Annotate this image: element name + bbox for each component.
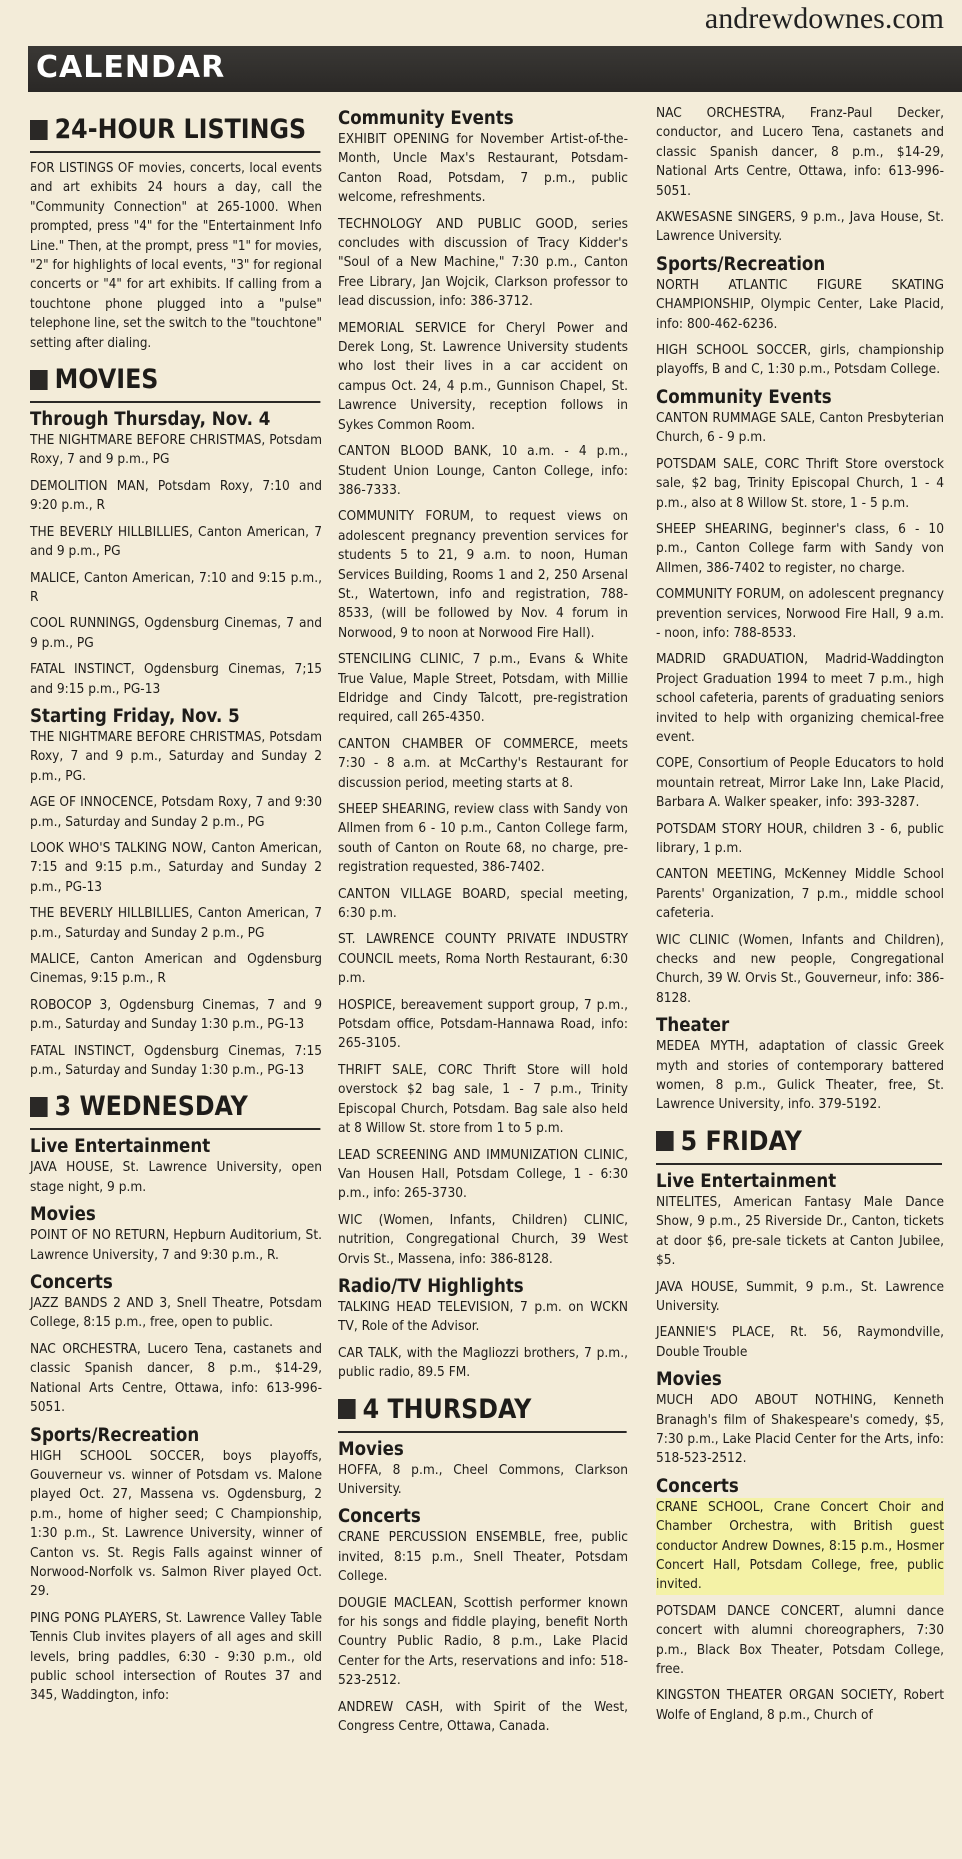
listing-entry: KINGSTON THEATER ORGAN SOCIETY, Robert Wolfe of England, 8 p.m., Church of bbox=[656, 1687, 944, 1723]
listing-entry: MUCH ADO ABOUT NOTHING, Kenneth Branagh's film of Shakespeare's comedy, $5, 7:30 p.m., Lake Placid Center for the Arts, info: 518-523-2512. bbox=[656, 1392, 944, 1467]
listing-entry: MALICE, Canton American and Ogdensburg Cinemas, 9:15 p.m., R bbox=[30, 951, 322, 987]
listing-entry: CANTON CHAMBER OF COMMERCE, meets 7:30 - 8 a.m. at McCarthy's Restaurant for discussion period, meeting starts at 8. bbox=[338, 735, 628, 791]
section-heading-text: 5 FRIDAY bbox=[680, 1125, 802, 1157]
listing-entry: POINT OF NO RETURN, Hepburn Auditorium, St. Lawrence University, 7 and 9:30 p.m., R. bbox=[30, 1227, 322, 1263]
section-heading bbox=[338, 1390, 626, 1433]
subheading: Starting Friday, Nov. 5 bbox=[30, 705, 240, 727]
square-bullet-icon bbox=[656, 1131, 674, 1151]
listing-entry: AGE OF INNOCENCE, Potsdam Roxy, 7 and 9:30 p.m., Saturday and Sunday 2 p.m., PG bbox=[30, 794, 322, 830]
listing-entry: MEMORIAL SERVICE for Cheryl Power and Derek Long, St. Lawrence University students who lost their lives in a car accident on campus Oct. 24, 4 p.m., Gunnison Chapel, St. Lawrence University, reception follows in Sykes Common Room. bbox=[338, 319, 628, 433]
listing-entry: JAZZ BANDS 2 AND 3, Snell Theatre, Potsdam College, 8:15 p.m., free, open to public. bbox=[30, 1295, 322, 1331]
subheading: Community Events bbox=[656, 386, 832, 408]
listing-entry: POTSDAM SALE, CORC Thrift Store overstock sale, $2 bag, Trinity Episcopal Church, 1 - 4 p.m., also at 8 Willow St. store, 1 - 5 p.m. bbox=[656, 455, 944, 511]
listing-entry: MADRID GRADUATION, Madrid-Waddington Project Graduation 1994 to meet 7 p.m., high school cafeteria, parents of graduating seniors invited to help with organizing chemical-free event. bbox=[656, 651, 944, 745]
listing-entry: LEAD SCREENING AND IMMUNIZATION CLINIC, Van Housen Hall, Potsdam College, 1 - 6:30 p.m., info: 265-3730. bbox=[338, 1146, 628, 1202]
listing-entry: CANTON BLOOD BANK, 10 a.m. - 4 p.m., Student Union Lounge, Canton College, info: 386-7333. bbox=[338, 443, 628, 498]
subheading: Theater bbox=[656, 1015, 730, 1037]
section-heading-text: 24-HOUR LISTINGS bbox=[54, 114, 307, 145]
listing-entry: ST. LAWRENCE COUNTY PRIVATE INDUSTRY COUNCIL meets, Roma North Restaurant, 6:30 p.m. bbox=[338, 931, 628, 987]
listing-entry: AKWESASNE SINGERS, 9 p.m., Java House, St. Lawrence University. bbox=[656, 209, 944, 245]
listing-entry: THE BEVERLY HILLBILLIES, Canton American, 7 and 9 p.m., PG bbox=[30, 523, 322, 560]
subheading: Movies bbox=[30, 1204, 96, 1226]
subheading: Radio/TV Highlights bbox=[338, 1275, 524, 1297]
listing-entry: CAR TALK, with the Magliozzi brothers, 7 p.m., public radio, 89.5 FM. bbox=[338, 1344, 628, 1381]
listing-entry: DEMOLITION MAN, Potsdam Roxy, 7:10 and 9:20 p.m., R bbox=[30, 477, 322, 514]
listing-entry: JAVA HOUSE, St. Lawrence University, open stage night, 9 p.m. bbox=[30, 1159, 322, 1195]
listing-entry: JAVA HOUSE, Summit, 9 p.m., St. Lawrence University. bbox=[656, 1278, 944, 1314]
site-watermark: andrewdownes.com bbox=[704, 2, 944, 35]
listing-entry: THE BEVERLY HILLBILLIES, Canton American, 7 p.m., Saturday and Sunday 2 p.m., PG bbox=[30, 905, 322, 941]
section-heading-text: 3 WEDNESDAY bbox=[54, 1091, 248, 1123]
listing-entry: NITELITES, American Fantasy Male Dance Show, 9 p.m., 25 Riverside Dr., Canton, tickets at door $6, pre-sale tickets at Canton Jubilee, $5. bbox=[656, 1193, 944, 1269]
subheading: Movies bbox=[656, 1369, 722, 1391]
subheading: Movies bbox=[338, 1438, 404, 1460]
listing-entry: HOFFA, 8 p.m., Cheel Commons, Clarkson University. bbox=[338, 1461, 628, 1497]
listing-entry: COMMUNITY FORUM, on adolescent pregnancy prevention services, Norwood Fire Hall, 9 a.m. - noon, info: 788-8533. bbox=[656, 586, 944, 641]
listing-entry: NAC ORCHESTRA, Franz-Paul Decker, conductor, and Lucero Tena, castanets and classic Spanish dancer, 8 p.m., $14-29, National Arts Centre, Ottawa, info: 613-996-5051. bbox=[656, 105, 944, 199]
listing-entry: HIGH SCHOOL SOCCER, boys playoffs, Gouverneur vs. winner of Potsdam vs. Malone played Oct. 27, Massena vs. Ogdensburg, 2 p.m., home of higher seed; C Championship, 1:30 p.m., St. Lawrence University, winner of Canton vs. St. Regis Falls against winner of Norwood-Norfolk vs. Salmon River played Oct. 29. bbox=[30, 1447, 322, 1600]
subheading: Concerts bbox=[656, 1475, 739, 1497]
listing-entry: EXHIBIT OPENING for November Artist-of-the-Month, Uncle Max's Restaurant, Potsdam-Canton Road, Potsdam, 7 p.m., public welcome, refreshments. bbox=[338, 131, 628, 206]
square-bullet-icon bbox=[30, 1097, 48, 1117]
listing-entry: POTSDAM DANCE CONCERT, alumni dance concert with alumni choreographers, 7:30 p.m., Black Box Theater, Potsdam College, free. bbox=[656, 1602, 944, 1677]
listing-entry: HOSPICE, bereavement support group, 7 p.m., Potsdam office, Potsdam-Hannawa Road, info: 265-3105. bbox=[338, 996, 628, 1052]
listing-entry: PING PONG PLAYERS, St. Lawrence Valley Table Tennis Club invites players of all ages and skill levels, bring paddles, 6:30 - 9:30 p.m., old public school intersection of Routes 37 and 345, Waddington, info: bbox=[30, 1609, 322, 1704]
listing-entry: THRIFT SALE, CORC Thrift Store will hold overstock $2 bag sale, 1 - 7 p.m., Trinity Episcopal Church, Potsdam. Bag sale also held at 8 Willow St. store from 1 to 5 p.m. bbox=[338, 1061, 628, 1137]
subheading: Sports/Recreation bbox=[30, 1424, 200, 1446]
listing-entry: COOL RUNNINGS, Ogdensburg Cinemas, 7 and 9 p.m., PG bbox=[30, 615, 322, 651]
listing-entry: CANTON MEETING, McKenney Middle School Parents' Organization, 7 p.m., middle school cafeteria. bbox=[656, 866, 944, 922]
square-bullet-icon bbox=[30, 120, 48, 140]
listing-entry: CANTON VILLAGE BOARD, special meeting, 6:30 p.m. bbox=[338, 885, 628, 922]
listing-entry: WIC CLINIC (Women, Infants and Children), checks and new people, Congregational Church, 39 W. Orvis St., Gouverneur, info: 386-8128. bbox=[656, 931, 944, 1006]
listing-entry: LOOK WHO'S TALKING NOW, Canton American, 7:15 and 9:15 p.m., Saturday and Sunday 2 p.m., PG-13 bbox=[30, 839, 322, 895]
listing-entry: NAC ORCHESTRA, Lucero Tena, castanets and classic Spanish dancer, 8 p.m., $14-29, National Arts Centre, Ottawa, info: 613-996-5051. bbox=[30, 1340, 322, 1416]
section-heading bbox=[656, 1122, 942, 1165]
listing-entry: CRANE PERCUSSION ENSEMBLE, free, public invited, 8:15 p.m., Snell Theater, Potsdam College. bbox=[338, 1529, 628, 1585]
calendar-banner bbox=[28, 46, 962, 92]
listing-entry: SHEEP SHEARING, review class with Sandy von Allmen from 6 - 10 p.m., Canton College farm, south of Canton on Route 68, no charge, pre-registration requested, 386-7402. bbox=[338, 801, 628, 876]
listing-entry: TECHNOLOGY AND PUBLIC GOOD, series concludes with discussion of Tracy Kidder's "Soul of a New Machine," 7:30 p.m., Canton Free Library, Jan Wojcik, Clarkson professor to lead discussion, info: 386-3712. bbox=[338, 215, 628, 310]
listing-entry: SHEEP SHEARING, beginner's class, 6 - 10 p.m., Canton College farm with Sandy von Allmen, 386-7402 to register, no charge. bbox=[656, 520, 944, 576]
section-heading bbox=[30, 110, 320, 153]
section-heading-text: MOVIES bbox=[54, 364, 159, 396]
listing-entry: FATAL INSTINCT, Ogdensburg Cinemas, 7;15 and 9:15 p.m., PG-13 bbox=[30, 661, 322, 697]
listing-entry: HIGH SCHOOL SOCCER, girls, championship playoffs, B and C, 1:30 p.m., Potsdam College. bbox=[656, 342, 944, 378]
subheading: Community Events bbox=[338, 108, 514, 129]
banner-title: CALENDAR bbox=[36, 50, 226, 85]
listing-entry: THE NIGHTMARE BEFORE CHRISTMAS, Potsdam Roxy, 7 and 9 p.m., Saturday and Sunday 2 p.m., PG. bbox=[30, 728, 322, 784]
listing-entry: WIC (Women, Infants, Children) CLINIC, nutrition, Congregational Church, 39 West Orvis St., Massena, info: 386-8128. bbox=[338, 1211, 628, 1267]
listing-entry: COPE, Consortium of People Educators to hold mountain retreat, Mirror Lake Inn, Lake Placid, Barbara A. Walker speaker, info: 393-3287. bbox=[656, 755, 944, 811]
listing-entry: THE NIGHTMARE BEFORE CHRISTMAS, Potsdam Roxy, 7 and 9 p.m., PG bbox=[30, 432, 322, 468]
column-2 bbox=[338, 104, 628, 1743]
subheading: Sports/Recreation bbox=[656, 253, 826, 275]
subheading: Concerts bbox=[30, 1272, 113, 1294]
section-heading bbox=[30, 360, 320, 403]
listing-entry: DOUGIE MACLEAN, Scottish performer known for his songs and fiddle playing, benefit North Country Public Radio, 8 p.m., Lake Placid Center for the Arts, reservations and info: 518-523-2512. bbox=[338, 1594, 628, 1689]
listing-entry: MALICE, Canton American, 7:10 and 9:15 p.m., R bbox=[30, 569, 322, 605]
listing-entry: NORTH ATLANTIC FIGURE SKATING CHAMPIONSHIP, Olympic Center, Lake Placid, info: 800-462-6236. bbox=[656, 276, 944, 332]
listing-entry: ROBOCOP 3, Ogdensburg Cinemas, 7 and 9 p.m., Saturday and Sunday 1:30 p.m., PG-13 bbox=[30, 996, 322, 1033]
listing-entry: STENCILING CLINIC, 7 p.m., Evans & White True Value, Maple Street, Potsdam, with Millie Eldridge and Cindy Talcott, pre-registration required, call 265-4350. bbox=[338, 651, 628, 726]
subheading: Through Thursday, Nov. 4 bbox=[30, 409, 271, 431]
subheading: Live Entertainment bbox=[656, 1170, 837, 1192]
square-bullet-icon bbox=[338, 1399, 356, 1419]
listing-entry: POTSDAM STORY HOUR, children 3 - 6, public library, 1 p.m. bbox=[656, 820, 944, 856]
listing-entry: JEANNIE'S PLACE, Rt. 56, Raymondville, Double Trouble bbox=[656, 1324, 944, 1360]
section-heading bbox=[30, 1087, 320, 1130]
square-bullet-icon bbox=[30, 370, 48, 390]
listing-entry: TALKING HEAD TELEVISION, 7 p.m. on WCKN TV, Role of the Advisor. bbox=[338, 1298, 628, 1335]
listing-entry: FATAL INSTINCT, Ogdensburg Cinemas, 7:15 p.m., Saturday and Sunday 1:30 p.m., PG-13 bbox=[30, 1042, 322, 1079]
section-heading-text: 4 THURSDAY bbox=[362, 1393, 532, 1425]
listing-entry: ANDREW CASH, with Spirit of the West, Congress Centre, Ottawa, Canada. bbox=[338, 1698, 628, 1735]
highlighted-listing: CRANE SCHOOL, Crane Concert Choir and Chamber Orchestra, with British guest conductor Andrew Downes, 8:15 p.m., Hosmer Concert Hall, Potsdam College, free, public invited. bbox=[656, 1498, 944, 1595]
subheading: Concerts bbox=[338, 1506, 421, 1528]
column-3 bbox=[656, 104, 944, 1732]
listing-entry: CANTON RUMMAGE SALE, Canton Presbyterian Church, 6 - 9 p.m. bbox=[656, 409, 944, 446]
listing-entry: COMMUNITY FORUM, to request views on adolescent pregnancy prevention services for students 5 to 21, 9 a.m. to noon, Human Services Building, Rooms 1 and 2, 250 Arsenal St., Watertown, info and registration, 788-8533, (will be followed by Nov. 4 forum in Norwood, 9 to noon at Norwood Fire Hall). bbox=[338, 508, 628, 641]
column-1 bbox=[30, 104, 322, 1713]
listing-entry: MEDEA MYTH, adaptation of classic Greek myth and stories of contemporary battered women, 8 p.m., Gulick Theater, free, St. Lawrence University, info. 379-5192. bbox=[656, 1038, 944, 1113]
subheading: Live Entertainment bbox=[30, 1136, 211, 1158]
listing-entry: FOR LISTINGS OF movies, concerts, local events and art exhibits 24 hours a day, call the "Community Connection" at 265-1000. When prompted, press "4" for the "Entertainment Info Line." Then, at the prompt, press "1" for movies, "2" for highlights of local events, "3" for regional concerts or "4" for art exhibits. If calling from a touchtone phone plugged into a "pulse" telephone line, set the switch to the "touchtone" setting after dialing. bbox=[30, 161, 322, 351]
